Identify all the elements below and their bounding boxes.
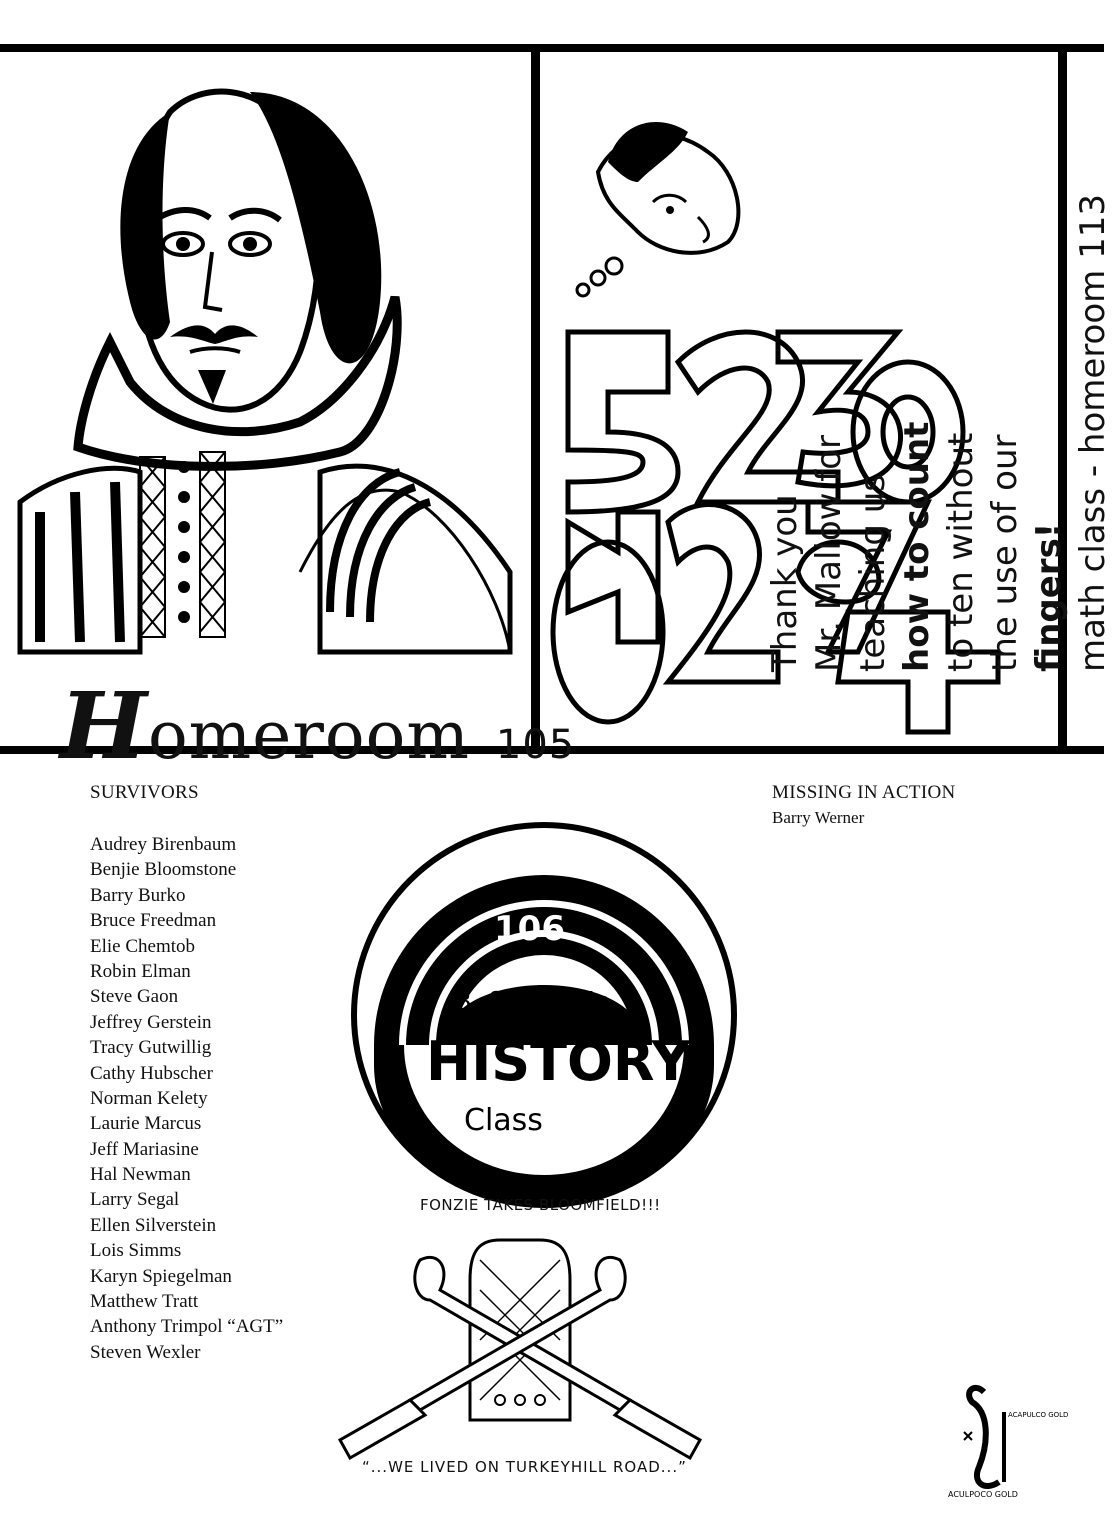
note-line-2: Mr. Mallow for	[809, 434, 849, 672]
note-line-7: fingers!	[1029, 522, 1069, 672]
lattice-bands	[140, 452, 225, 637]
survivor-name: Ellen Silverstein	[90, 1214, 217, 1236]
survivor-name: Larry Segal	[90, 1189, 180, 1211]
crossed-rifles-drawing	[330, 1220, 710, 1460]
survivors-heading: SURVIVORS	[90, 782, 199, 803]
acapulco-gold-logo	[944, 1372, 1069, 1502]
logo-top-text: ACAPULCO GOLD	[1008, 1411, 1069, 1419]
mustache	[170, 325, 258, 344]
survivor-name: Jeff Mariasine	[90, 1138, 199, 1160]
emblem-line-1: B. Spanier's	[454, 987, 609, 1017]
survivor-name: Hal Newman	[90, 1164, 191, 1186]
survivor-name: Cathy Hubscher	[90, 1062, 213, 1084]
divider-center	[531, 44, 540, 754]
survivor-name: Barry Burko	[90, 884, 186, 906]
math-thank-you-note	[763, 194, 1115, 672]
homeroom-105-panel	[0, 52, 576, 780]
survivor-name: Benjie Bloomstone	[90, 859, 237, 881]
lips	[190, 348, 240, 352]
missing-column	[772, 782, 1072, 828]
survivor-name: Norman Kelety	[90, 1087, 208, 1109]
homeroom-number: 105	[495, 722, 576, 768]
nose	[205, 252, 222, 310]
survivor-name: Elie Chemtob	[90, 935, 196, 957]
emblem-line-3: Class	[464, 1103, 543, 1138]
fonzie-caption: FONZIE TAKES BLOOMFIELD!!!	[420, 1196, 661, 1214]
title-rest: omeroom	[147, 697, 470, 774]
note-line-5: to ten without	[941, 432, 981, 672]
survivor-name: Lois Simms	[90, 1240, 182, 1262]
survivor-name: Karyn Spiegelman	[90, 1265, 232, 1287]
survivors-column	[90, 782, 350, 1365]
survivor-name: Matthew Tratt	[90, 1291, 199, 1313]
homeroom-105-title	[60, 672, 575, 780]
survivor-name: Steve Gaon	[90, 986, 179, 1008]
doublet-buttons	[178, 461, 190, 623]
turkeyhill-caption: “...WE LIVED ON TURKEYHILL ROAD...”	[362, 1458, 687, 1476]
survivor-name: Anthony Trimpol “AGT”	[90, 1316, 284, 1338]
survivor-name: Audrey Birenbaum	[90, 834, 237, 855]
note-line-8: math class - homeroom 113	[1073, 194, 1113, 672]
note-line-3: teaching us	[853, 474, 893, 672]
survivor-name: Robin Elman	[90, 960, 191, 982]
title-initial: H	[60, 672, 148, 780]
emblem-line-2: HISTORY	[426, 1030, 691, 1093]
eyebrow-left	[155, 210, 210, 220]
shakespeare-drawing	[0, 52, 530, 652]
survivor-name: Bruce Freedman	[90, 910, 217, 932]
math-class-panel	[548, 52, 1113, 746]
note-line-6: the use of our	[985, 434, 1025, 672]
missing-name: Barry Werner	[772, 808, 865, 827]
survivor-name: Steven Wexler	[90, 1341, 201, 1363]
doublet-right	[320, 466, 510, 652]
logo-bottom-text: ACULPOCO GOLD	[948, 1490, 1018, 1499]
missing-heading: MISSING IN ACTION	[772, 782, 956, 803]
emblem-number: 106	[494, 909, 565, 949]
history-class-emblem	[344, 815, 744, 1215]
note-line-1: Thank you	[765, 494, 805, 672]
survivor-name: Laurie Marcus	[90, 1113, 202, 1135]
note-line-4: how to count	[897, 421, 937, 672]
beard	[198, 370, 226, 404]
survivors-list	[90, 832, 350, 1365]
survivor-name: Jeffrey Gerstein	[90, 1011, 212, 1033]
eyebrow-right	[230, 211, 280, 220]
survivor-name: Tracy Gutwillig	[90, 1037, 212, 1059]
